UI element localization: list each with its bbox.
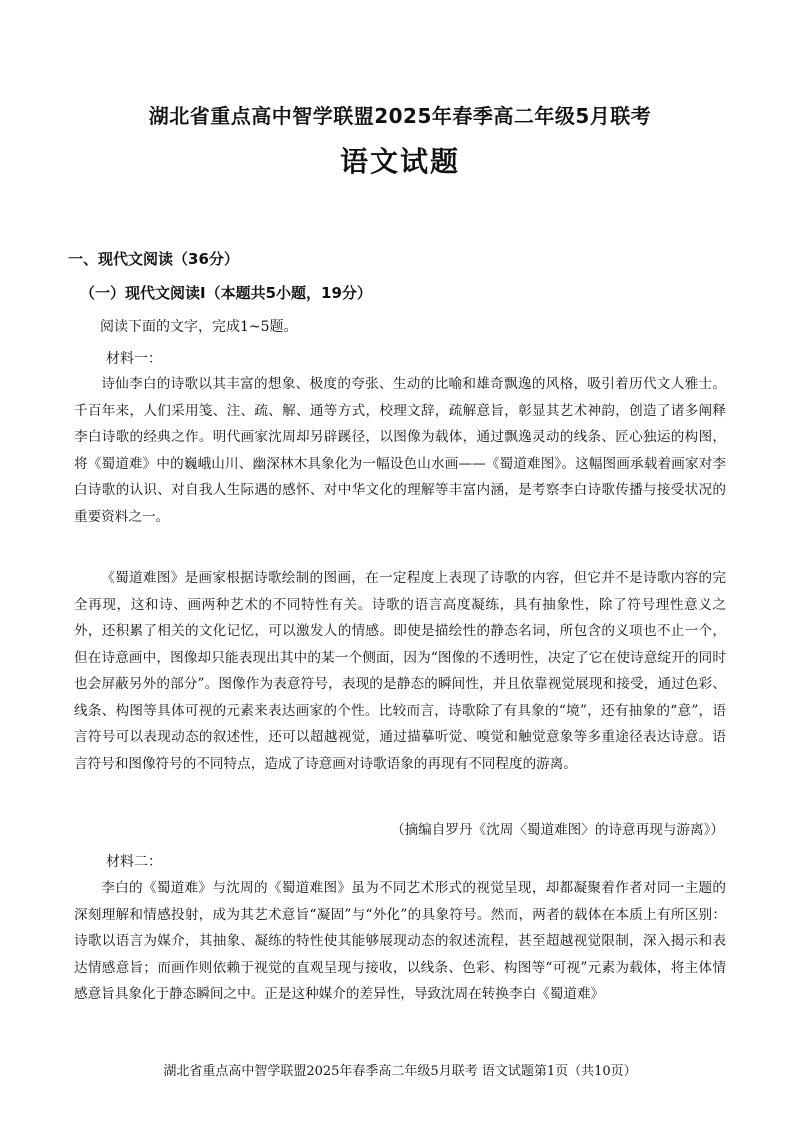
material-one-paragraph-1: 诗仙李白的诗歌以其丰富的想象、极度的夸张、生动的比喻和雄奇飘逸的风格，吸引着历代文人雅士。千百年来，人们采用笺、注、疏、解、通等方式，校理文辞，疏解意旨，彰显其艺术神韵，创造了诸多阐释李白诗歌的经典之作。明代画家沈周却另辟蹊径，以图像为载体，通过飘逸灵动的线条、匠心独运的构图，将《蜀道难》中的巍峨山川、幽深林木具象化为一幅设色山水画——《蜀道难图》。这幅图画承载着画家对李白诗歌的认识、对自我人生际遇的感怀、对中华文化的理解等丰富内涵，是考察李白诗歌传播与接受状况的重要资料之一。 — [74, 376, 726, 525]
reading-instruction: 阅读下面的文字，完成1~5题。 — [100, 319, 298, 335]
section-heading: 一、现代文阅读（36分） — [68, 250, 239, 268]
subject-title: 语文试题 — [339, 145, 460, 178]
material-one-source: （摘编自罗丹《沈周〈蜀道难图〉的诗意再现与游离》） — [390, 822, 724, 838]
material-one-paragraph-2: 《蜀道难图》是画家根据诗歌绘制的图画，在一定程度上表现了诗歌的内容，但它并不是诗歌内容的完全再现，这和诗、画两种艺术的不同特性有关。诗歌的语言高度凝练，具有抽象性，除了符号理性意义之外，还积累了相关的文化记忆，可以激发人的情感。即使是描绘性的静态名词，所包含的义项也不止一个，但在诗意画中，图像却只能表现出其中的某一个侧面，因为“图像的不透明性，决定了它在使诗意绽开的同时也会屏蔽另外的部分”。图像作为表意符号，表现的是静态的瞬间性，并且依靠视觉展现和接受，通过色彩、线条、构图等具体可视的元素来表达画家的个性。比较而言，诗歌除了有具象的“境”，还有抽象的“意”，语言符号可以表现动态的叙述性，还可以超越视觉，通过描摹听觉、嗅觉和触觉意象等多重途径表达诗意。语言符号和图像符号的不同特点，造成了诗意画对诗歌语象的再现有不同程度的游离。 — [74, 570, 726, 772]
subsection-heading: （一）现代文阅读Ⅰ（本题共5小题，19分） — [80, 284, 372, 302]
material-one-label: 材料一： — [106, 351, 162, 367]
material-two-label: 材料二： — [106, 854, 162, 870]
exam-title: 湖北省重点高中智学联盟2025年春季高二年级5月联考 — [148, 104, 652, 128]
page-footer: 湖北省重点高中智学联盟2025年春季高二年级5月联考 语文试题第1页（共10页） — [163, 1064, 637, 1079]
material-two-paragraph-1: 李白的《蜀道难》与沈周的《蜀道难图》虽为不同艺术形式的视觉呈现，却都凝聚着作者对同一主题的深刻理解和情感投射，成为其艺术意旨“凝固”与“外化”的具象符号。然而，两者的载体在本质上有所区别：诗歌以语言为媒介，其抽象、凝练的特性使其能够展现动态的叙述流程，甚至超越视觉限制，深入揭示和表达情感意旨；而画作则依赖于视觉的直观呈现与接收，以线条、色彩、构图等“可视”元素为载体，将主体情感意旨具象化于静态瞬间之中。正是这种媒介的差异性，导致沈周在转换李白《蜀道难》 — [74, 880, 726, 1002]
